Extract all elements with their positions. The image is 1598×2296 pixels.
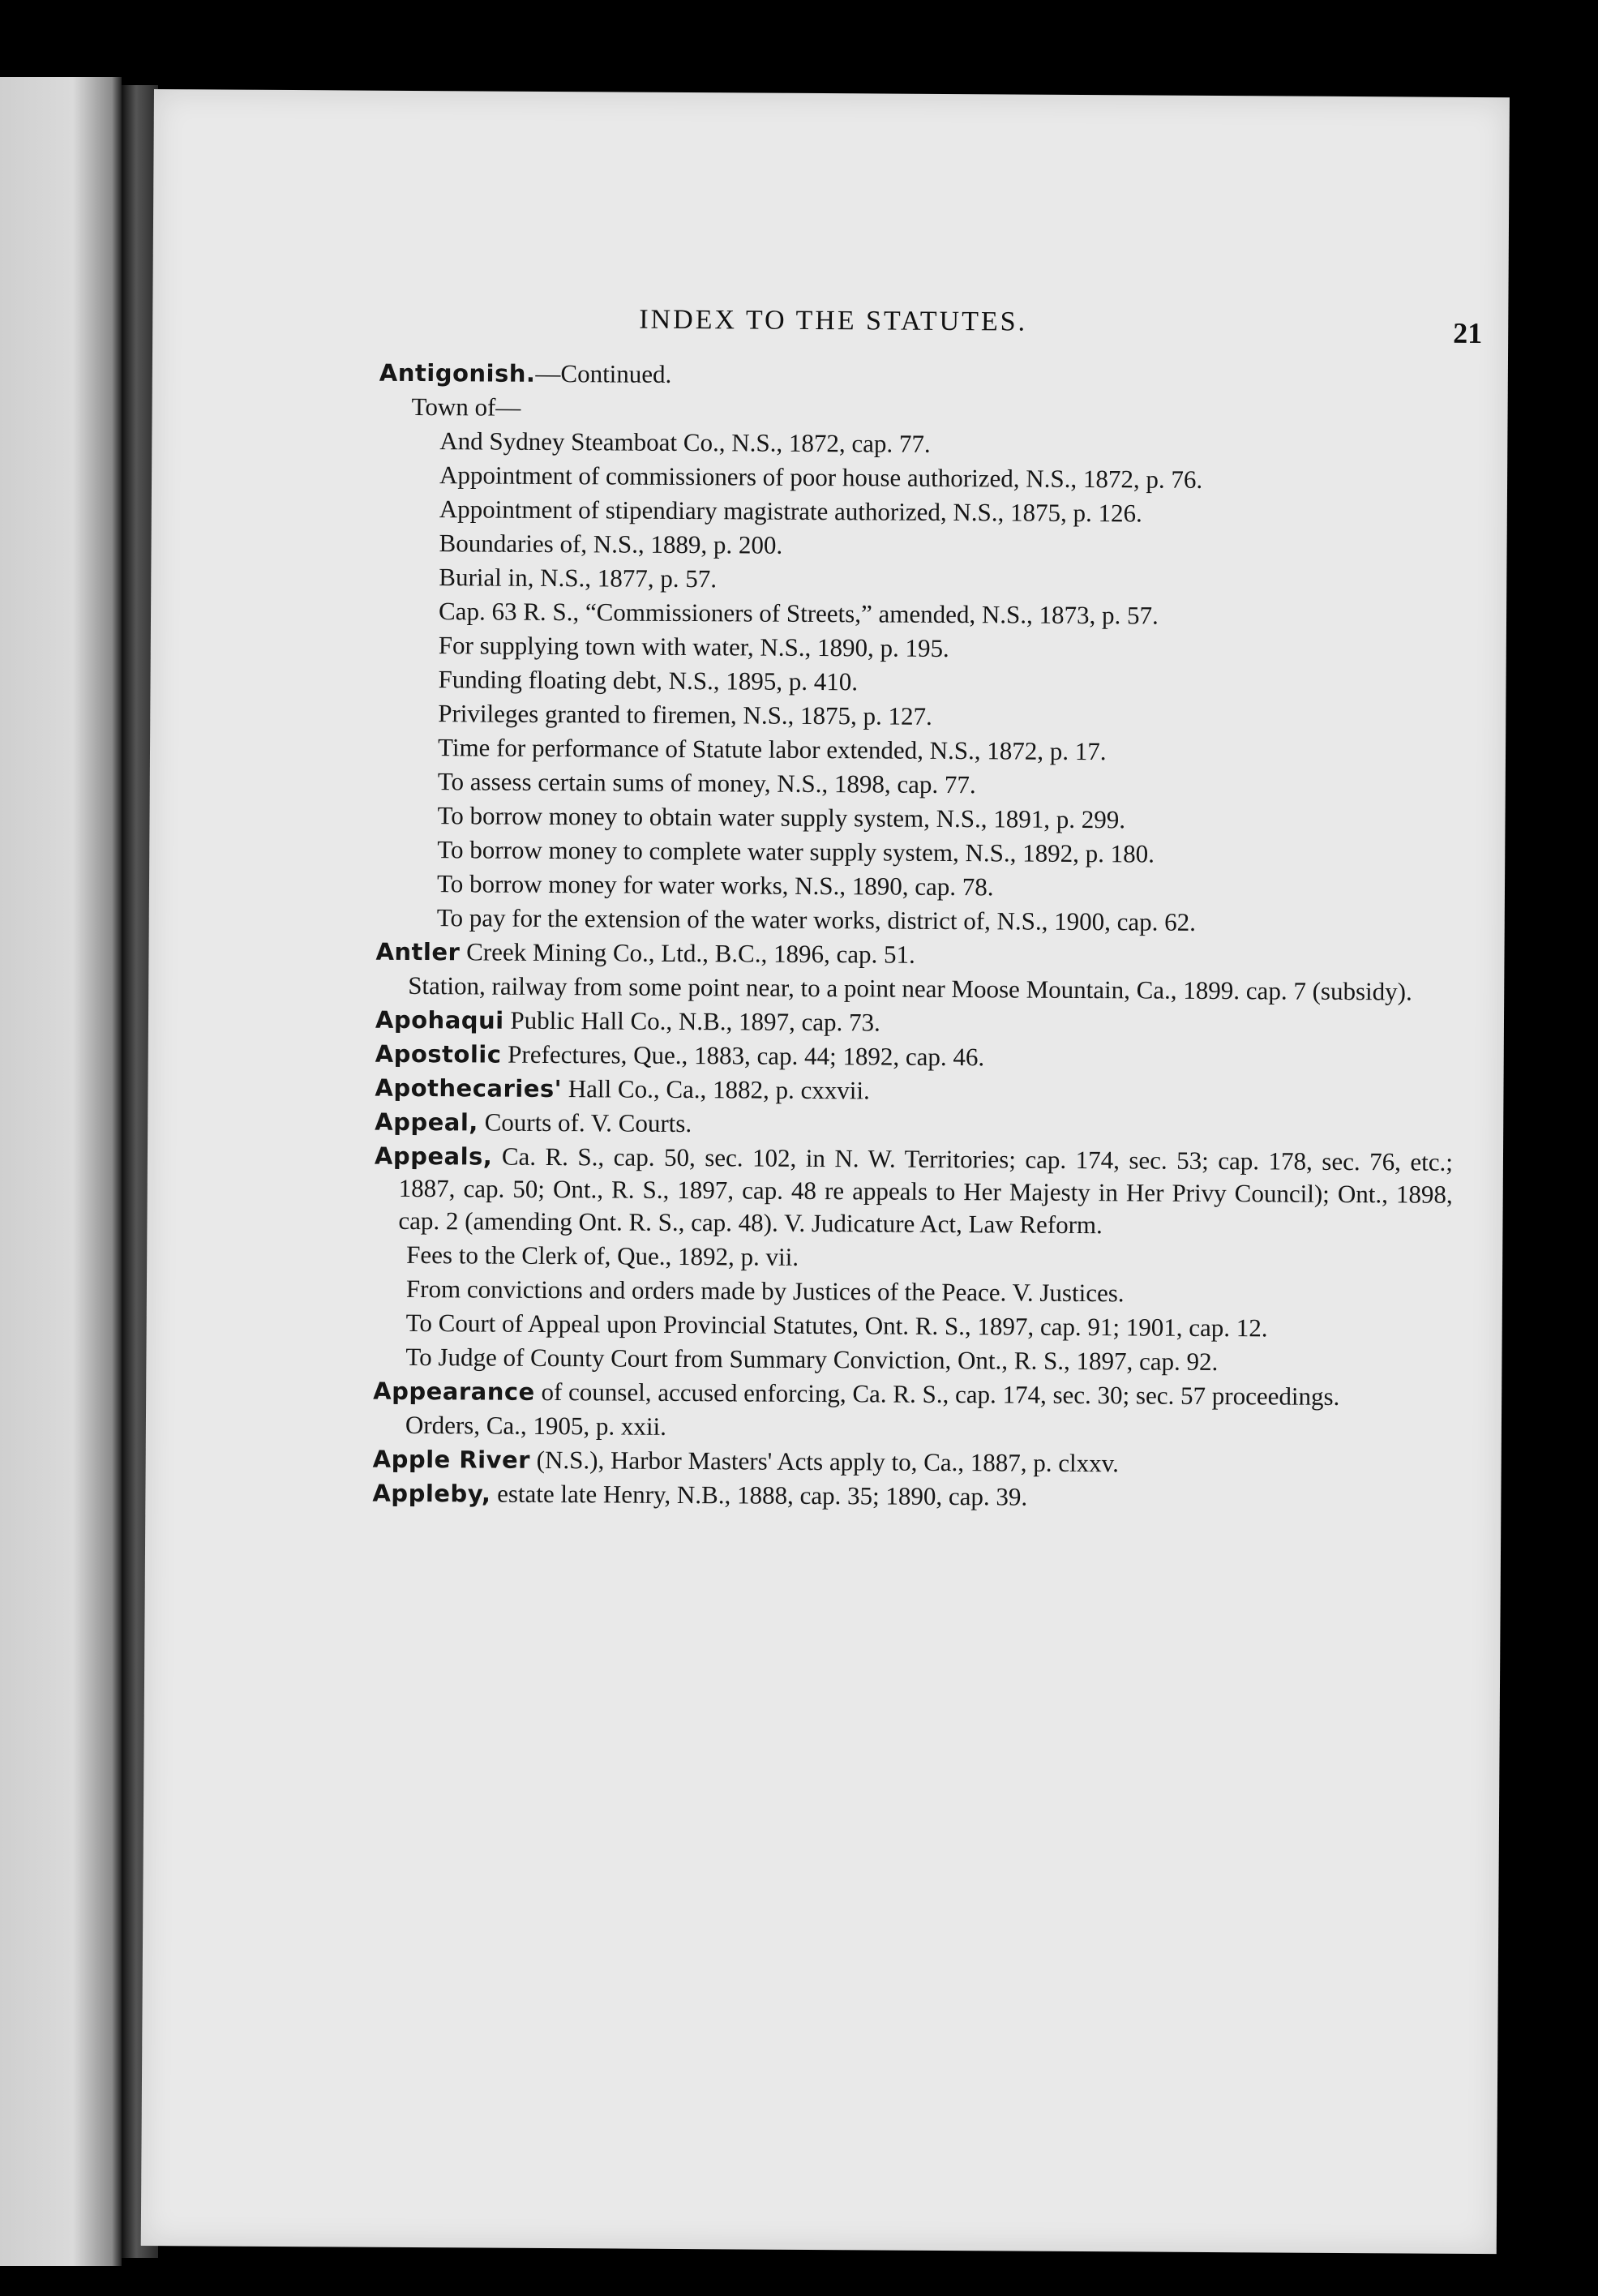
index-subentry [438, 697, 1455, 736]
entry-text: From convictions and orders made by Justices of the Peace. V. Justices. [405, 1274, 1125, 1308]
running-title: INDEX TO THE STATUTES. [639, 304, 1028, 337]
index-subheading [411, 391, 1457, 430]
index-subentry [437, 902, 1454, 940]
entry-heading: Appleby, [372, 1479, 491, 1508]
entry-text: To pay for the extension of the water works, district of, N.S., 1900, cap. 62. [436, 903, 1197, 936]
entry-text: Creek Mining Co., Ltd., B.C., 1896, cap. 51. [460, 937, 915, 969]
index-subentry [439, 595, 1456, 634]
entry-heading: Appeal, [375, 1107, 478, 1137]
entry-heading: Apothecaries' [375, 1073, 563, 1103]
entry-text: —Continued. [535, 358, 672, 388]
index-entry [375, 1106, 1453, 1145]
index-subentry [406, 1239, 1452, 1278]
index-subentry [438, 765, 1455, 804]
entry-text: To borrow money to obtain water supply system, N.S., 1891, p. 299. [437, 801, 1126, 834]
index-subentry [439, 425, 1457, 464]
entry-heading: Appeals, [374, 1142, 493, 1171]
entry-text: Boundaries of, N.S., 1889, p. 200. [439, 529, 783, 559]
index-subentry [439, 561, 1456, 600]
entry-text: Public Hall Co., N.B., 1897, cap. 73. [503, 1005, 880, 1037]
entry-text: Prefectures, Que., 1883, cap. 44; 1892, cap. 46. [501, 1039, 985, 1072]
entry-text: To Court of Appeal upon Provincial Statutes, Ont. R. S., 1897, cap. 91; 1901, cap. 12. [405, 1308, 1268, 1343]
book-page [141, 89, 1510, 2254]
entry-heading: Apple River [372, 1445, 531, 1474]
index-entry [375, 1038, 1454, 1077]
entry-text: Cap. 63 R. S., “Commissioners of Streets,” amended, N.S., 1873, p. 57. [438, 597, 1159, 630]
page-header [639, 305, 1482, 358]
facing-page-edge [0, 77, 122, 2266]
entry-text: To borrow money for water works, N.S., 1890, cap. 78. [436, 869, 994, 902]
entry-text: And Sydney Steamboat Co., N.S., 1872, cap. 77. [439, 426, 931, 458]
index-subentry [406, 1273, 1452, 1312]
index-entry [375, 1004, 1454, 1043]
index-entry [372, 1477, 1450, 1516]
index-subentry [437, 833, 1454, 872]
index-subentry [408, 970, 1454, 1009]
entry-text: Station, railway from some point near, to a point near Moose Mountain, Ca., 1899. cap. 7 (subsidy). [408, 970, 1412, 1006]
page-number: 21 [1453, 316, 1483, 350]
index-entry [379, 357, 1458, 396]
index-entry [373, 1375, 1451, 1414]
index-subentry [437, 799, 1454, 838]
index-entry [373, 1443, 1451, 1482]
entry-text: Time for performance of Statute labor extended, N.S., 1872, p. 17. [437, 733, 1107, 766]
entry-heading: Apostolic [375, 1039, 502, 1069]
index-subentry [438, 731, 1455, 770]
entry-text: estate late Henry, N.B., 1888, cap. 35; 1890, cap. 39. [491, 1479, 1028, 1511]
entry-text: To Judge of County Court from Summary Conviction, Ont., R. S., 1897, cap. 92. [405, 1342, 1219, 1377]
entry-text: Fees to the Clerk of, Que., 1892, p. vii. [406, 1240, 799, 1271]
entry-text: Courts of. V. Courts. [478, 1107, 692, 1138]
entry-text: Orders, Ca., 1905, p. xxii. [405, 1410, 667, 1441]
index-subentry [439, 459, 1457, 498]
index-subentry [438, 663, 1455, 702]
entry-text: For supplying town with water, N.S., 1890, p. 195. [438, 631, 949, 663]
index-subentry [406, 1307, 1452, 1346]
entry-text: Appointment of stipendiary magistrate authorized, N.S., 1875, p. 126. [439, 495, 1142, 528]
index-subentry [405, 1341, 1451, 1380]
entry-text: Ca. R. S., cap. 50, sec. 102, in N. W. Territories; cap. 174, sec. 53; cap. 178, sec. 76, etc.; 1887, cap. 50; Ont., R. S., 1897, cap. 48 re appeals to Her Majesty in Her Privy Council); Ont., 1898, cap. 2 (amending Ont. R. S., cap. 48). V. Judicature Act, Law Reform. [398, 1142, 1454, 1240]
entry-text: Funding floating debt, N.S., 1895, p. 410. [438, 665, 859, 696]
index-subentry [439, 493, 1457, 532]
entry-text: Privileges granted to firemen, N.S., 1875, p. 127. [438, 699, 932, 730]
index-list [372, 357, 1458, 1518]
entry-heading: Appearance [373, 1377, 535, 1406]
index-subentry [405, 1409, 1451, 1448]
index-entry [375, 936, 1454, 975]
entry-heading: Apohaqui [375, 1005, 504, 1034]
entry-text: Burial in, N.S., 1877, p. 57. [439, 563, 718, 593]
index-entry [374, 1140, 1453, 1244]
index-subentry [439, 629, 1456, 668]
index-subentry [437, 867, 1454, 906]
entry-heading: Antler [375, 937, 461, 966]
entry-text: To assess certain sums of money, N.S., 1898, cap. 77. [437, 767, 976, 799]
entry-text: (N.S.), Harbor Masters' Acts apply to, Ca., 1887, p. clxxv. [529, 1445, 1120, 1478]
entry-text: Hall Co., Ca., 1882, p. cxxvii. [561, 1074, 870, 1105]
entry-heading: Antigonish. [379, 358, 536, 388]
index-entry [375, 1072, 1453, 1111]
entry-text: of counsel, accused enforcing, Ca. R. S., cap. 174, sec. 30; sec. 57 proceedings. [534, 1377, 1340, 1411]
entry-text: Appointment of commissioners of poor house authorized, N.S., 1872, p. 76. [439, 460, 1203, 494]
index-subentry [439, 527, 1456, 566]
entry-text: Town of— [411, 392, 521, 422]
entry-text: To borrow money to complete water supply system, N.S., 1892, p. 180. [437, 835, 1155, 868]
